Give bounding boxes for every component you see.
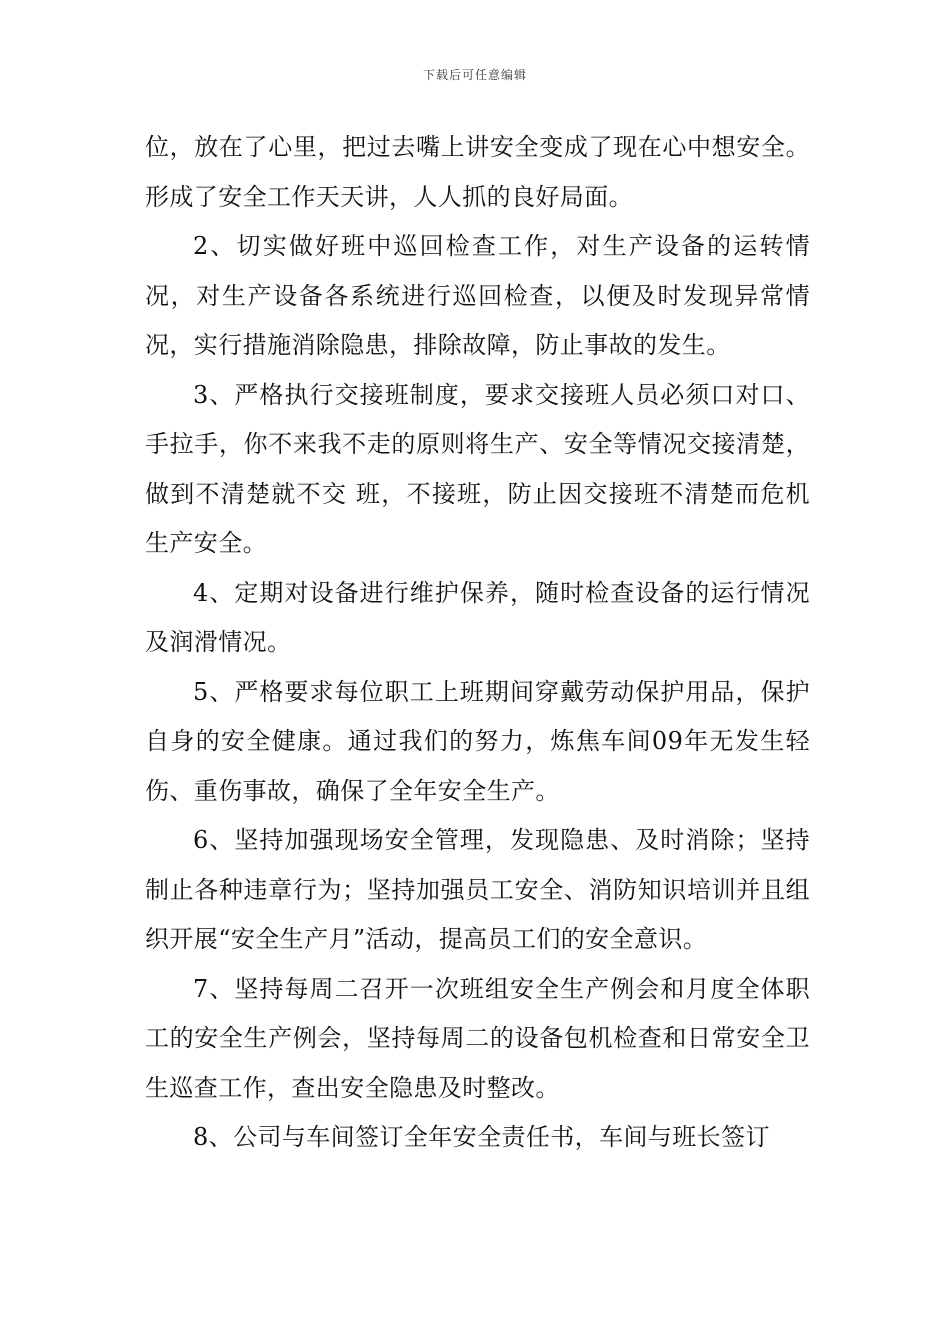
paragraph-item-8: 8、公司与车间签订全年安全责任书，车间与班长签订	[193, 1123, 770, 1151]
paragraph-item-3: 3、严格执行交接班制度，要求交接班人员必须口对口、手拉手，你不来我不走的原则将生产、安全等情况交接清楚，做到不清楚就不交 班，不接班，防止因交接班不清楚而危机生产安全。	[145, 380, 810, 557]
paragraph-item-2: 2、切实做好班中巡回检查工作，对生产设备的运转情况，对生产设备各系统进行巡回检查，以便及时发现异常情况，实行措施消除隐患，排除故障，防止事故的发生。	[145, 232, 810, 359]
header-note: 下载后可任意编辑	[422, 68, 527, 82]
paragraph-item-6: 6、坚持加强现场安全管理，发现隐患、及时消除；坚持制止各种违章行为；坚持加强员工安全、消防知识培训并且组织开展“安全生产月”活动，提高员工们的安全意识。	[145, 826, 810, 953]
paragraph-item-5: 5、严格要求每位职工上班期间穿戴劳动保护用品，保护自身的安全健康。通过我们的努力，炼焦车间09年无发生轻伤、重伤事故，确保了全年安全生产。	[145, 677, 810, 805]
document-body	[145, 123, 810, 1163]
paragraph-item-7: 7、坚持每周二召开一次班组安全生产例会和月度全体职工的安全生产例会，坚持每周二的设备包机检查和日常安全卫生巡查工作，查出安全隐患及时整改。	[145, 974, 810, 1102]
paragraph-continuation: 位，放在了心里，把过去嘴上讲安全变成了现在心中想安全。形成了安全工作天天讲，人人抓的良好局面。	[145, 133, 810, 211]
paragraph-item-4: 4、定期对设备进行维护保养，随时检查设备的运行情况及润滑情况。	[145, 578, 810, 656]
